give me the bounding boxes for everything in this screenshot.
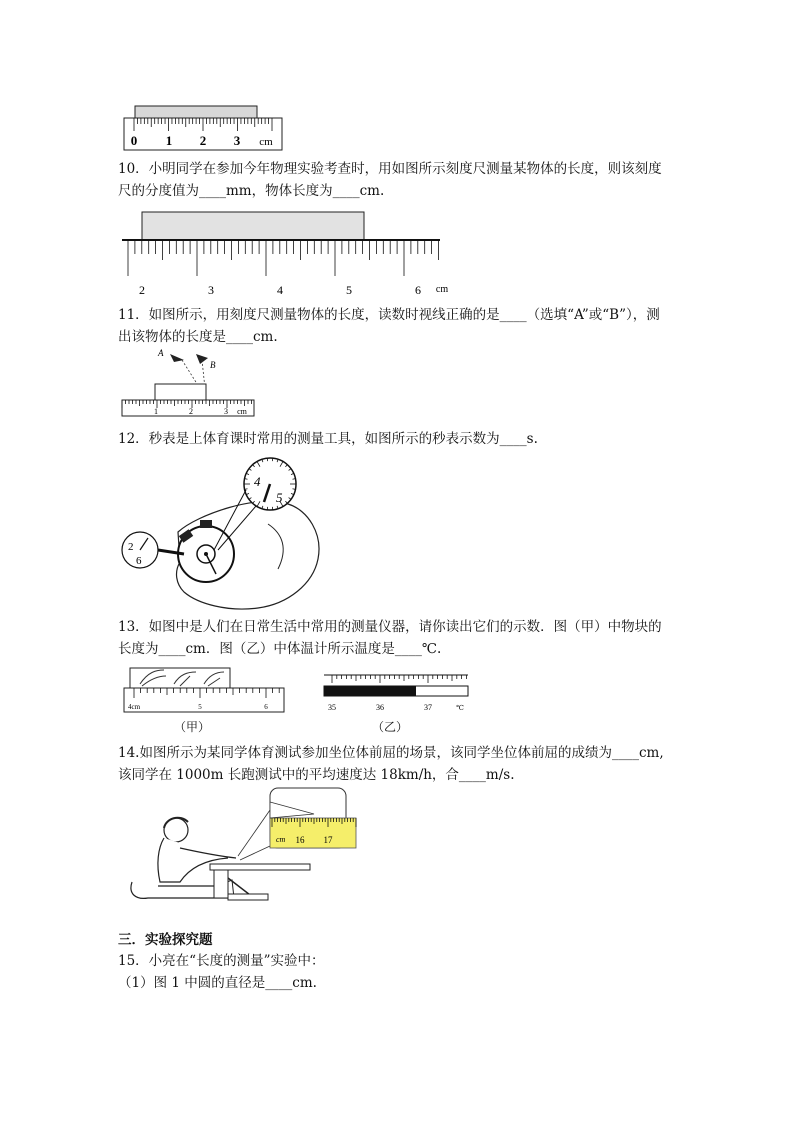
- apparatus-box: [214, 870, 228, 898]
- unit-label: cm: [259, 136, 273, 148]
- tick-label-3: 3: [224, 407, 228, 416]
- figure-14-sit-and-reach: [118, 786, 362, 910]
- figure-13-yi-thermometer: [322, 670, 470, 714]
- question-14: [118, 742, 664, 786]
- figure-10-ruler: [118, 208, 448, 298]
- q11-line-1: 11．如图所示，用刻度尺测量物体的长度，读数时视线正确的是____（选填“A”或“B”），测: [118, 307, 660, 323]
- temp-unit: ℃: [456, 704, 464, 712]
- tick-label-1: 1: [165, 133, 173, 148]
- ruler-ticks: [128, 240, 439, 276]
- tick-label-6: 6: [415, 283, 421, 297]
- second-dial-label-5: 5: [276, 490, 283, 505]
- eye-label-a: A: [158, 348, 164, 358]
- temp-label-35: 35: [328, 703, 336, 712]
- tick-label-0: 0: [130, 133, 138, 148]
- minute-dial-label-6: 6: [136, 555, 142, 567]
- apparatus-top-board: [210, 864, 310, 870]
- callout-line-2: [240, 846, 270, 860]
- q11-line-2: 出该物体的长度是____cm.: [118, 329, 278, 345]
- question-10: [118, 158, 662, 202]
- tick-label-1: 1: [154, 407, 158, 416]
- q10-line-1: 10．小明同学在参加今年物理实验考查时，用如图所示刻度尺测量某物体的长度，则该刻度: [118, 161, 662, 177]
- q15-line-2: （1）图 1 中圆的直径是____cm.: [118, 975, 317, 991]
- tick-label-5: 5: [198, 703, 202, 711]
- figure-11-ruler: [118, 346, 258, 424]
- minute-dial-label-2: 2: [128, 541, 134, 553]
- eye-label-b: B: [210, 360, 216, 370]
- tick-label-5: 5: [346, 283, 352, 297]
- second-dial-label-4: 4: [254, 474, 261, 489]
- unit-label: cm: [435, 284, 448, 295]
- figure-top-ruler: [118, 100, 288, 152]
- tick-label-6: 6: [264, 703, 268, 711]
- q10-line-2: 尺的分度值为____mm，物体长度为____cm.: [118, 183, 385, 199]
- measured-object: [142, 212, 364, 240]
- apparatus-base: [228, 894, 268, 900]
- tick-label-3: 3: [208, 283, 214, 297]
- tick-label-4cm: 4cm: [127, 703, 141, 711]
- person-legs: [131, 882, 228, 898]
- caption-jia: （甲）: [174, 720, 211, 734]
- question-12: [118, 428, 538, 450]
- ruler-label-17: 17: [323, 835, 333, 845]
- measured-object: [155, 384, 206, 400]
- q14-line-1: 14.如图所示为某同学体育测试参加坐位体前屈的场景，该同学坐位体前屈的成绩为____cm,: [118, 745, 664, 761]
- figure-13-jia-ruler: [122, 666, 288, 716]
- tick-label-3: 3: [233, 133, 241, 148]
- temp-label-37: 37: [424, 703, 432, 712]
- q14-line-2: 该同学在 1000m 长跑测试中的平均速度达 18km/h，合____m/s.: [118, 767, 515, 783]
- q12-line-1: 12．秒表是上体育课时常用的测量工具，如图所示的秒表示数为____s.: [118, 431, 538, 447]
- ruler-label-16: 16: [295, 835, 305, 845]
- q13-line-1: 13．如图中是人们在日常生活中常用的测量仪器，请你读出它们的示数．图（甲）中物块的: [118, 619, 662, 635]
- ruler-unit-label: cm: [276, 835, 286, 844]
- figure-12-stopwatch: [118, 454, 328, 614]
- tick-label-2: 2: [139, 283, 145, 297]
- tick-label-2: 2: [189, 407, 193, 416]
- ruler-body: [124, 688, 284, 712]
- mercury-column: [324, 686, 416, 696]
- tick-label-2: 2: [199, 133, 207, 148]
- q13-line-2: 长度为____cm．图（乙）中体温计所示温度是____℃.: [118, 641, 442, 657]
- section-3-title: 三．实验探究题: [118, 932, 213, 948]
- question-13: [118, 616, 662, 660]
- stopwatch-crown: [200, 520, 212, 528]
- question-11: [118, 304, 660, 348]
- unit-label: cm: [237, 407, 247, 416]
- thermometer-ticks: [332, 675, 466, 683]
- temp-label-36: 36: [376, 703, 384, 712]
- caption-yi: （乙）: [372, 720, 409, 734]
- question-15: [118, 950, 324, 994]
- callout-line-1: [238, 810, 270, 856]
- eye-b-icon: [196, 354, 208, 364]
- measured-object: [135, 106, 257, 118]
- tick-label-4: 4: [277, 283, 283, 297]
- eye-a-icon: [170, 354, 184, 362]
- q15-line-1: 15．小亮在“长度的测量”实验中：: [118, 953, 325, 969]
